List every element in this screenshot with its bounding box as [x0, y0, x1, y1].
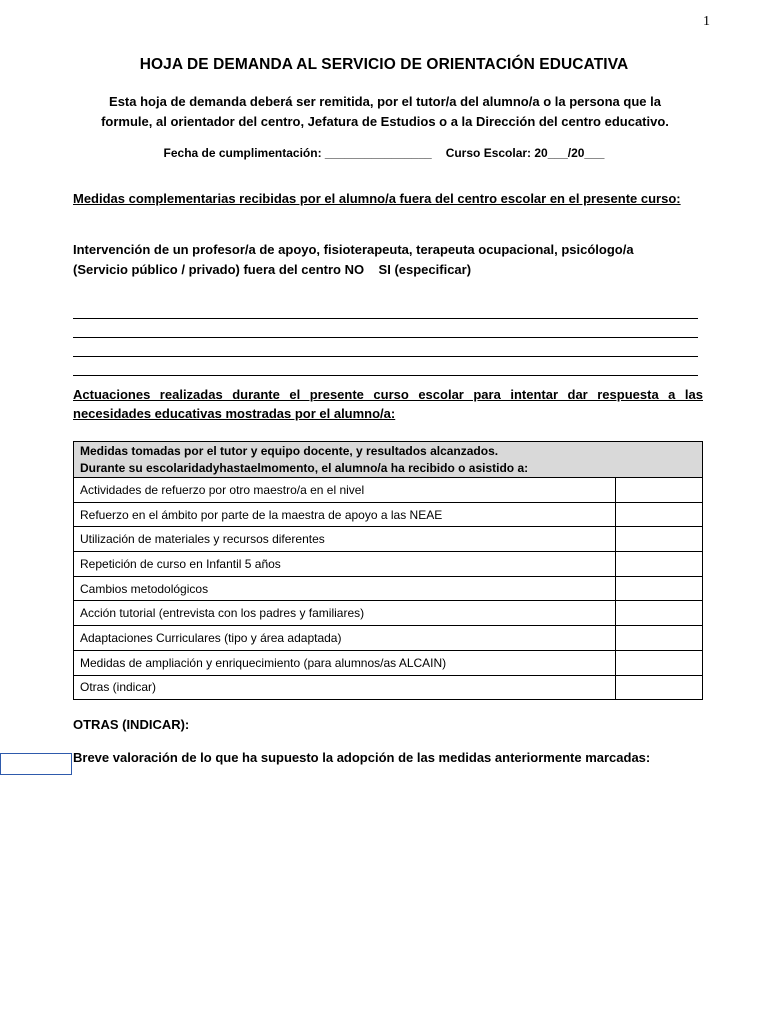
curso-escolar-field[interactable]: Curso Escolar: 20___/20___: [445, 146, 605, 160]
page-title: HOJA DE DEMANDA AL SERVICIO DE ORIENTACIÓN EDUCATIVA: [139, 56, 629, 73]
blank-line[interactable]: [73, 319, 698, 338]
row-check-cell[interactable]: [616, 502, 703, 527]
row-label: Otras (indicar): [74, 675, 616, 700]
row-label: Utilización de materiales y recursos diferentes: [74, 527, 616, 552]
row-label: Cambios metodológicos: [74, 576, 616, 601]
blank-lines[interactable]: [73, 300, 698, 376]
table-row: [74, 650, 703, 675]
row-check-cell[interactable]: [616, 478, 703, 503]
intervencion-line-1: Intervención de un profesor/a de apoyo, fisioterapeuta, terapeuta ocupacional, psicólogo/a: [73, 242, 634, 257]
blank-line[interactable]: [73, 357, 698, 376]
table-row: [74, 675, 703, 700]
table-header-cell: [74, 442, 703, 478]
row-check-cell[interactable]: [616, 576, 703, 601]
row-label: Acción tutorial (entrevista con los padres y familiares): [74, 601, 616, 626]
intervencion-paragraph: [73, 240, 703, 280]
table-row: [74, 626, 703, 651]
table-row: [74, 576, 703, 601]
table-row: [74, 527, 703, 552]
row-label: Adaptaciones Curriculares (tipo y área adaptada): [74, 626, 616, 651]
blank-line[interactable]: [73, 338, 698, 357]
table-row: [74, 601, 703, 626]
row-check-cell[interactable]: [616, 552, 703, 577]
row-label: Actividades de refuerzo por otro maestro/a en el nivel: [74, 478, 616, 503]
blank-line[interactable]: [73, 300, 698, 319]
row-label: Medidas de ampliación y enriquecimiento (para alumnos/as ALCAIN): [74, 650, 616, 675]
row-check-cell[interactable]: [616, 675, 703, 700]
otras-indicar-label: OTRAS (INDICAR):: [73, 717, 190, 732]
row-check-cell[interactable]: [616, 626, 703, 651]
table-row: [74, 502, 703, 527]
page-number: 1: [703, 14, 710, 29]
breve-valoracion-label: Breve valoración de lo que ha supuesto la adopción de las medidas anteriormente marcadas:: [73, 750, 651, 765]
table-row: [74, 552, 703, 577]
row-check-cell[interactable]: [616, 601, 703, 626]
section-heading-actuaciones: Actuaciones realizadas durante el presente curso escolar para intentar dar respuesta a las necesidades educativas mostradas por el alumno/a:: [73, 387, 703, 421]
table-header-line-1: Medidas tomadas por el tutor y equipo docente, y resultados alcanzados.: [80, 444, 499, 458]
row-label: Repetición de curso en Infantil 5 años: [74, 552, 616, 577]
row-check-cell[interactable]: [616, 650, 703, 675]
date-line: [0, 146, 768, 160]
intro-line-2: formule, al orientador del centro, Jefatura de Estudios o a la Dirección del centro educativo.: [101, 114, 669, 129]
row-check-cell[interactable]: [616, 527, 703, 552]
intervencion-line-2: (Servicio público / privado) fuera del centro NO SI (especificar): [73, 262, 472, 277]
intro-text: [80, 92, 690, 132]
row-label: Refuerzo en el ámbito por parte de la maestra de apoyo a las NEAE: [74, 502, 616, 527]
text-selection-box[interactable]: [0, 753, 72, 775]
table-header-row: [74, 442, 703, 478]
section-heading-medidas-complementarias: Medidas complementarias recibidas por el alumno/a fuera del centro escolar en el presente curso:: [73, 191, 681, 206]
table-header-line-2: Durante su escolaridadyhastaelmomento, el alumno/a ha recibido o asistido a:: [80, 461, 529, 475]
intro-line-1: Esta hoja de demanda deberá ser remitida, por el tutor/a del alumno/a o la persona que la: [109, 94, 661, 109]
table-row: [74, 478, 703, 503]
measures-table: [73, 441, 703, 700]
fecha-field[interactable]: Fecha de cumplimentación: ________________: [163, 146, 432, 160]
